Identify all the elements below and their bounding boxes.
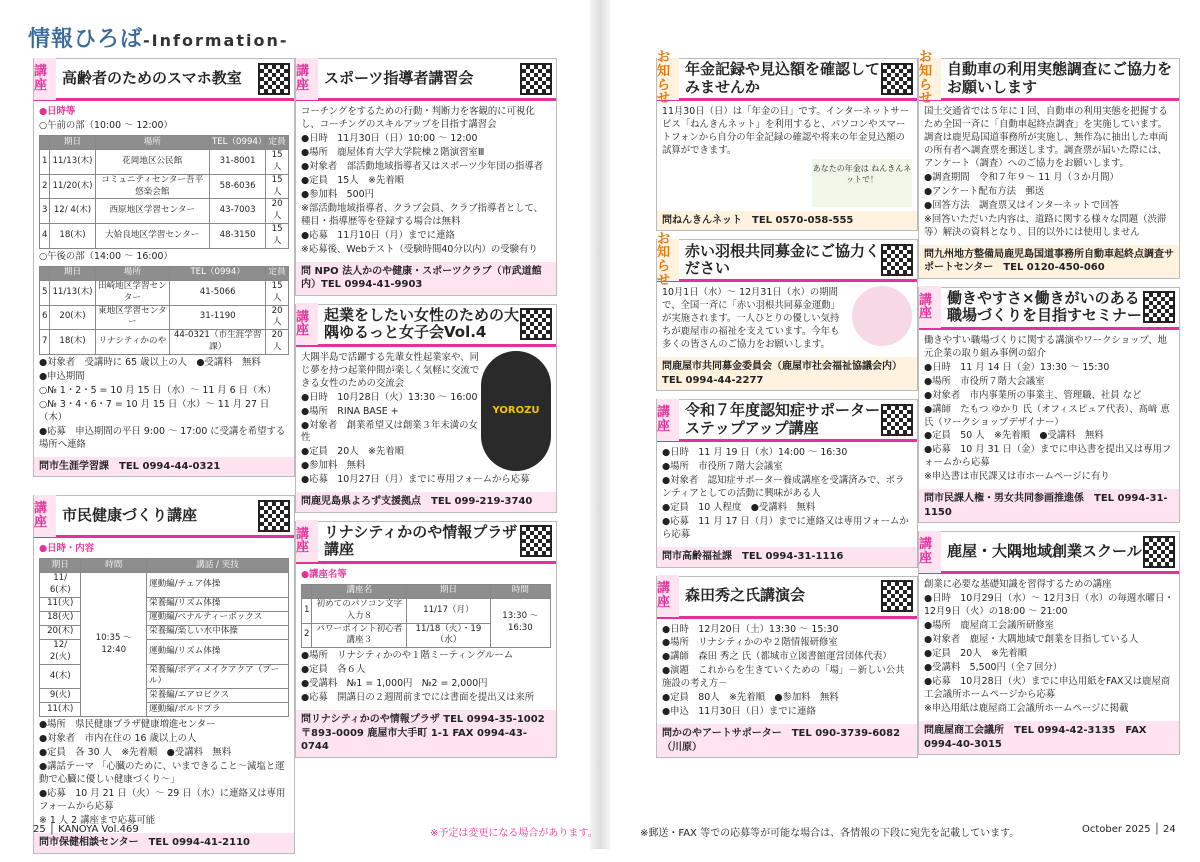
table-row: 1 11/13(木) 花岡地区公民館 31-8001 15人 (40, 149, 289, 174)
tag: 講座 (34, 58, 56, 100)
qr-code-icon[interactable] (1143, 536, 1175, 568)
card-title: 市民健康づくり講座 (62, 506, 198, 525)
qr-code-icon[interactable] (881, 580, 913, 612)
qr-code-icon[interactable] (520, 525, 552, 557)
qr-code-icon[interactable] (881, 404, 913, 436)
notice: ※予定は変更になる場合があります。 (430, 828, 598, 839)
card-title: 高齢者のためのスマホ教室 (62, 68, 242, 87)
page-gutter (590, 0, 610, 849)
red-feather-icon (852, 286, 912, 346)
pm-table: 期日 場所 TEL（0994） 定員 5 11/13(木) 田崎地区学習センター 41-5066 15人 6 20(木) 東地区学習センター 31-1190 20人 7 18(木) リナシティかのや 44-0321（市生涯学習課） 20人 (39, 266, 289, 355)
smartphone-class-card: 講座 高齢者のためのスマホ教室 ●日時等 ○午前の部（10:00 ～ 12:00） 期日 場所 TEL（0994） 定員 1 11/13(木) 花岡地区公民館 31-8001 15人 2 11/20(木) コミュニティセンター吾平悠楽会館 58-6036 15人 3 12/ 4(木) 西原地区学習センター 43-7003 20人 4 18(木) 大姶良地区学習センター 48-3150 15人 ○午後の部（14:00 ～ 16:00） 期日 場所 TEL（0994） 定員 5 11/13(木) 田崎地区学習センター 41-5066 15人 6 20(木) 東地区学習センター 31-1190 20人 7 18(木) リナシティかのや 44-0321（市生涯学習課） 20人 ●対象者 受講時に 65 歳以上の人 ●受講料 無料 ●申込期間 ○№ 1・2・5 = 10 月 15 日（水）～ 11 月 6 日（木） ○№ 3・4・6・7 = 10 月 15 日（水）～ 11 月 27 日（木） ●応募 申込期間の平日 9:00 ～ 17:00 に受講を希望する場所へ連絡 問市生涯学習課 TEL 0994-44-0321 (33, 58, 295, 477)
nenkin-illustration: あなたの年金は ねんきんネットで！ (812, 159, 912, 207)
table-row: 4 18(木) 大姶良地区学習センター 48-3150 15人 (40, 224, 289, 249)
qr-code-icon[interactable] (258, 500, 290, 532)
plaza-table: 講座名 期日 時間 1 初めてのパソコン文字入力８ 11/17（月） 13:30 ～ 16:30 2 パワーポイント初心者講座３ 11/18（火）・19（水） (301, 584, 551, 648)
vehicle-survey-card: お知らせ 自動車の利用実態調査にご協力をお願いします 国土交通省では５年に１回、自動車の利用実態を把握するため全国一斉に「自動車起終点調査」を実施しています。調査は鹿児島国道事務所が実施し、無作為に抽出した車両の所有者へ調査票を郵送します。調査票が届いた際には、アンケート（調査）へのご協力をお願いします。 ●調査期間 令和７年９～ 11 月（３か月間） ●アンケート配布方法 郵送 ●回答方法 調査票又はインターネットで回答 ※回答いただいた内容は、道路に関する様々な問題（渋滞等）解決の資料となり、目的以外には使用しません 問九州地方整備局鹿児島国道事務所自動車起終点調査サポートセンター TEL 0120-450-060 (918, 58, 1180, 279)
page-number-left: 25 │ KANOYA Vol.469 (33, 824, 139, 835)
table-row: 9(火) 栄養編/エアロビクス (40, 689, 289, 703)
am-table: 期日 場所 TEL（0994） 定員 1 11/13(木) 花岡地区公民館 31-8001 15人 2 11/20(木) コミュニティセンター吾平悠楽会館 58-6036 15人 3 12/ 4(木) 西原地区学習センター 43-7003 20人 4 18(木) 大姶良地区学習センター 48-3150 15人 (39, 135, 289, 249)
pension-card: お知らせ 年金記録や見込額を確認してみませんか 11月30日（日）は「年金の日」です。インターネットサービス「ねんきんネット」を利用すると、パソコンやスマートフォンから自分の年金記録の確認や将来の年金見込額の試算ができます。 あなたの年金は ねんきんネットで！ 問ねんきんネット TEL 0570-058-555 (656, 58, 918, 231)
health-course-card: 講座 市民健康づくり講座 ●日時・内容 期日 時間 講話 / 実技 11/ 6(木) 10:35 ～ 12:40 運動編/チェア体操 11(火) 栄養編/リズム体操 18(火) 運動編/ペナルティーボックス 20(木) 栄養編/楽しい水中体操 12/ 2(火) 運動編/リズム体操 4(木) 栄養編/ボディメイクアクア（プール） 9(火) 栄養編/エアロビクス 11(木) 運動編/ボルドプラ ●場所 県民健康プラザ健康増進センター ●対象者 市内在住の 16 歳以上の人 ●定員 各 30 人 ※先着順 ●受講料 無料 ●講話テーマ 「心臓のために、いまできること～減塩と運動で心臓に優しい健康づくり～」 ●応募 10 月 21 日（火）～ 29 日（水）に連絡又は専用フォームから応募 ※ 1 人 2 講座まで応募可能 問市保健相談センター TEL 0994-41-2110 (33, 495, 295, 853)
table-row: 3 12/ 4(木) 西原地区学習センター 43-7003 20人 (40, 199, 289, 224)
table-row: 4(木) 栄養編/ボディメイクアクア（プール） (40, 664, 289, 689)
table-row: 11(火) 栄養編/リズム体操 (40, 597, 289, 611)
table-row: 11/ 6(木) 10:35 ～ 12:40 運動編/チェア体操 (40, 573, 289, 598)
table-row: 20(木) 栄養編/楽しい水中体操 (40, 625, 289, 639)
table-row: 5 11/13(木) 田崎地区学習センター 41-5066 15人 (40, 280, 289, 305)
page-title: 情報ひろば-Information- (28, 27, 289, 52)
contact: 問市生涯学習課 TEL 0994-44-0321 (34, 457, 294, 477)
workplace-seminar-card: 講座 働きやすさ×働きがいのある職場づくりを目指すセミナー 働きやすい職場づくりに関する講演やワークショップ、地元企業の取り組み事例の紹介 ●日時 11 月 14 日（金）13:30 ～ 15:30 ●場所 市役所７階大会議室 ●対象者 市内事業所の事業主、管理職、社員 など ●講師 たもつ ゆかり 氏（オフィスピュア代表）、髙﨑 恵 氏（ワークショップデザイナー） ●定員 50 人 ※先着順 ●受講料 無料 ●応募 10 月 31 日（金）までに申込書を提出又は専用フォームから応募 ※申込書は市民課又は市ホームページに有り 問市民課人権・男女共同参画推進係 TEL 0994-31-1150 (918, 287, 1180, 524)
table-row: 1 初めてのパソコン文字入力８ 11/17（月） 13:30 ～ 16:30 (302, 598, 551, 623)
qr-code-icon[interactable] (881, 244, 913, 276)
sports-leader-card: 講座 スポーツ指導者講習会 コーチングをするための行動・判断力を客観的に可視化し、コーチングのスキルアップを目指す講習会 ●日時 11月30日（日）10:00 ～ 12:00 ●場所 鹿屋体育大学大学院棟２階演習室Ⅲ ●対象者 部活動地域指導者又はスポーツ少年団の指導者 ●定員 15人 ※先着順 ●参加料 500円 ※部活動地域指導者、クラブ会員、クラブ指導者として、種目・指導歴等を登録する場合は無料 ●応募 11月10日（月）までに連絡 ※応募後、Webテスト（受験時間40分以内）の受験有り 問 NPO 法人かのや健康・スポーツクラブ（市武道館内）TEL 0994-41-9903 (295, 58, 557, 296)
notice-2: ※郵送・FAX 等での応募等が可能な場合は、各情報の下段に宛先を記載しています。 (640, 828, 1020, 839)
qr-code-icon[interactable] (1143, 291, 1175, 323)
table-row: 11(木) 運動編/ボルドプラ (40, 703, 289, 717)
qr-code-icon[interactable] (881, 63, 913, 95)
table-row: 12/ 2(火) 運動編/リズム体操 (40, 639, 289, 664)
red-feather-card: お知らせ 赤い羽根共同募金にご協力ください 10月1日（水）～ 12月31日（水）の期間で、全国一斉に「赤い羽根共同募金運動」が実施されます。一人ひとりの優しい気持ちが鹿屋市の福祉を支えています。今年も多くの皆さんのご協力をお願いします。 問鹿屋市共同募金委員会（鹿屋市社会福祉協議会内）TEL 0994-44-2277 (656, 239, 918, 391)
qr-code-icon[interactable] (520, 308, 552, 340)
yorozu-logo: YOROZU (481, 351, 551, 471)
qr-code-icon[interactable] (520, 63, 552, 95)
info-plaza-card: 講座 リナシティかのや情報プラザ講座 ●講座名等 講座名 期日 時間 1 初めてのパソコン文字入力８ 11/17（月） 13:30 ～ 16:30 2 パワーポイント初心者講座３ 11/18（火）・19（水） ●場所 リナシティかのや１階ミーティングルーム ●定員 各６人 ●受講料 №1 = 1,000円 №2 = 2,000円 ●応募 開講日の２週間前までには書面を提出又は来所 問リナシティかのや情報プラザ TEL 0994-35-1002 〒893-0009 鹿屋市大手町 1-1 FAX 0994-43-0744 (295, 521, 557, 758)
startup-school-card: 講座 鹿屋・大隅地域創業スクール 創業に必要な基礎知識を習得するための講座 ●日時 10月29日（水）～ 12月3日（水）の毎週水曜日・12月9日（火）の18:00 ～ 21:00 ●場所 鹿屋商工会議所研修室 ●対象者 鹿屋・大隅地域で創業を目指している人 ●定員 20人 ※先着順 ●受講料 5,500円（全７回分） ●応募 10月28日（火）までに申込用紙をFAX又は鹿屋商工会議所ホームページから応募 ※申込用紙は鹿屋商工会議所ホームページに掲載 問鹿屋商工会議所 TEL 0994-42-3135 FAX 0994-40-3015 (918, 531, 1180, 755)
table-row: 6 20(木) 東地区学習センター 31-1190 20人 (40, 305, 289, 330)
page-number-right: October 2025 │ 24 (1082, 824, 1176, 835)
women-entrepreneur-card: 講座 起業をしたい女性のための大隅ゆるっと女子会Vol.4 YOROZU 大隅半島で活躍する先輩女性起業家や、同じ夢を持つ起業仲間が楽しく気軽に交流できる女性のための交流会 ●日時 10月28日（火）13:30 ～ 16:00 ●場所 RINA BASE + ●対象者 創業希望又は創業３年未満の女性 ●定員 20人 ※先着順 ●参加料 無料 ●応募 10月27日（月）までに専用フォームから応募 問鹿児島県よろず支援拠点 TEL 099-219-3740 (295, 304, 557, 513)
lecture-card: 講座 森田秀之氏講演会 ●日時 12月20日（土）13:30 ～ 15:30 ●場所 リナシティかのや２階情報研修室 ●講師 森田 秀之 氏（都城市立図書館運営団体代表） ●演題 これからを生きていくための「場」－新しい公共施設の考え方－ ●定員 80人 ※先着順 ●参加料 無料 ●申込 11月30日（日）までに連絡 問かのやアートサポーター TEL 090-3739-6082（川原） (656, 576, 918, 759)
table-row: 18(火) 運動編/ペナルティーボックス (40, 611, 289, 625)
health-table: 期日 時間 講話 / 実技 11/ 6(木) 10:35 ～ 12:40 運動編/チェア体操 11(火) 栄養編/リズム体操 18(火) 運動編/ペナルティーボックス 20(木) 栄養編/楽しい水中体操 12/ 2(火) 運動編/リズム体操 4(木) 栄養編/ボディメイクアクア（プール） 9(火) 栄養編/エアロビクス 11(木) 運動編/ボルドプラ (39, 558, 289, 717)
table-row: 2 パワーポイント初心者講座３ 11/18（火）・19（水） (302, 623, 551, 648)
qr-code-icon[interactable] (258, 63, 290, 95)
table-row: 2 11/20(木) コミュニティセンター吾平悠楽会館 58-6036 15人 (40, 174, 289, 199)
dementia-supporter-card: 講座 令和７年度認知症サポーターステップアップ講座 ●日時 11 月 19 日（水）14:00 ～ 16:30 ●場所 市役所７階大会議室 ●対象者 認知症サポーター養成講座を受講済みで、ボランティアとしての活動に興味がある人 ●定員 10 人程度 ●受講料 無料 ●応募 11 月 17 日（月）までに連絡又は専用フォームから応募 問市高齢福祉課 TEL 0994-31-1116 (656, 399, 918, 567)
table-row: 7 18(木) リナシティかのや 44-0321（市生涯学習課） 20人 (40, 330, 289, 355)
